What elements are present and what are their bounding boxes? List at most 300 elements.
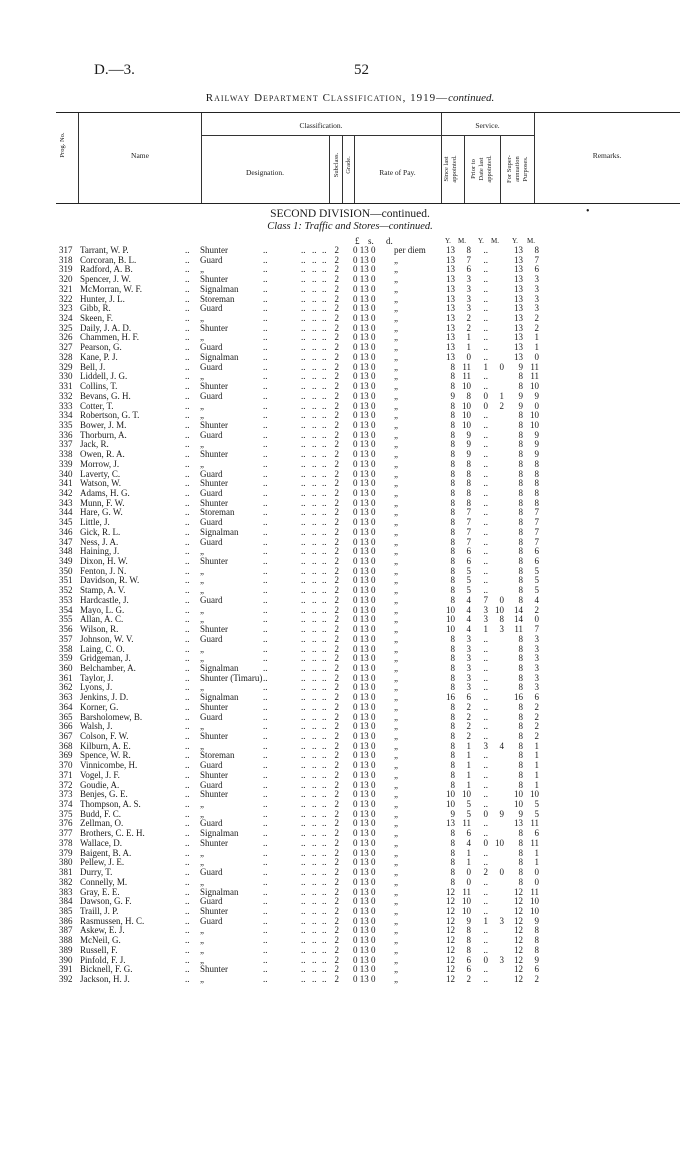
designation-cell: Signalman xyxy=(200,828,239,839)
leader-dots: .. xyxy=(322,915,327,926)
leader-dots: .. xyxy=(185,594,190,605)
months-unit: M. xyxy=(458,237,466,245)
leader-dots: .. xyxy=(312,828,317,839)
rate-cell: 0 13 0 xyxy=(353,546,376,557)
leader-dots: .. xyxy=(312,526,317,537)
super-years-cell: 8 xyxy=(518,711,523,722)
prog-no-cell: 329 xyxy=(59,361,73,372)
leader-dots: .. xyxy=(185,419,190,430)
super-years-cell: 8 xyxy=(518,672,523,683)
super-months-cell: 9 xyxy=(534,449,539,460)
super-years-cell: 8 xyxy=(518,740,523,751)
since-years-cell: 8 xyxy=(450,488,455,498)
prog-no-cell: 371 xyxy=(59,769,73,780)
prog-no-cell: 388 xyxy=(59,935,73,946)
leader-dots: .. xyxy=(322,789,327,800)
leader-dots: .. xyxy=(185,303,190,314)
leader-dots: .. xyxy=(185,565,190,576)
super-months-cell: 8 xyxy=(534,468,539,479)
leader-dots: .. xyxy=(185,857,190,868)
prior-years-cell: 0 xyxy=(483,808,488,819)
leader-dots: .. xyxy=(185,458,190,469)
prior-years-cell: .. xyxy=(483,799,488,810)
designation-cell: „ xyxy=(200,974,204,984)
prior-years-cell: .. xyxy=(483,439,488,450)
super-years-cell: 8 xyxy=(518,721,523,732)
super-months-cell: 5 xyxy=(534,585,539,596)
leader-dots: .. xyxy=(301,381,306,392)
subclass-cell: 2 xyxy=(334,779,339,790)
prog-no-cell: 358 xyxy=(59,643,73,654)
name-cell: Tarrant, W. P. xyxy=(80,245,129,255)
rate-cell: 0 13 0 xyxy=(353,808,376,819)
leader-dots: .. xyxy=(301,818,306,829)
leader-dots: .. xyxy=(301,254,306,265)
leader-dots: .. xyxy=(312,565,317,576)
prog-no-cell: 339 xyxy=(59,458,73,469)
super-months-cell: 3 xyxy=(534,283,539,294)
super-years-cell: 13 xyxy=(514,283,523,294)
leader-dots: .. xyxy=(312,808,317,819)
leader-dots: .. xyxy=(312,351,317,362)
name-cell: Pearson, G. xyxy=(80,342,122,353)
subclass-cell: 2 xyxy=(334,837,339,848)
leader-dots: .. xyxy=(312,497,317,508)
leader-dots: .. xyxy=(322,731,327,741)
leader-dots: .. xyxy=(312,313,317,324)
since-years-cell: 8 xyxy=(450,410,455,421)
leader-dots: .. xyxy=(322,692,327,703)
super-months-cell: 2 xyxy=(534,701,539,712)
since-years-cell: 8 xyxy=(450,662,455,673)
leader-dots: .. xyxy=(322,799,327,810)
rate-cell: 0 13 0 xyxy=(353,536,376,547)
classification-header: Classification. xyxy=(299,121,343,130)
since-years-cell: 8 xyxy=(450,711,455,722)
leader-dots: .. xyxy=(312,769,317,780)
rate-unit-cell: „ xyxy=(394,964,398,975)
prior-years-cell: .. xyxy=(483,556,488,567)
leader-dots: .. xyxy=(263,371,268,382)
leader-dots: .. xyxy=(263,565,268,576)
super-months-cell: 2 xyxy=(534,322,539,333)
name-cell: Jackson, H. J. xyxy=(80,974,130,984)
super-months-cell: 8 xyxy=(534,925,539,936)
leader-dots: .. xyxy=(322,721,327,732)
super-months-cell: 8 xyxy=(534,245,539,255)
rate-unit-cell: „ xyxy=(394,692,398,703)
subclass-cell: 2 xyxy=(334,905,339,916)
leader-dots: .. xyxy=(185,371,190,382)
leader-dots: .. xyxy=(263,633,268,644)
rate-unit-cell: „ xyxy=(394,857,398,868)
rate-unit-cell: „ xyxy=(394,701,398,712)
super-years-cell: 8 xyxy=(518,653,523,664)
rate-unit-cell: „ xyxy=(394,303,398,314)
leader-dots: .. xyxy=(322,643,327,654)
prog-no-cell: 386 xyxy=(59,915,73,926)
rate-cell: 0 13 0 xyxy=(353,342,376,353)
rate-cell: 0 13 0 xyxy=(353,682,376,693)
leader-dots: .. xyxy=(312,507,317,518)
leader-dots: .. xyxy=(312,954,317,965)
leader-dots: .. xyxy=(301,478,306,489)
prior-years-cell: .. xyxy=(483,662,488,673)
leader-dots: .. xyxy=(185,818,190,829)
service-header: Service. xyxy=(475,121,500,130)
leader-dots: .. xyxy=(301,944,306,955)
name-cell: Watson, W. xyxy=(80,478,122,489)
prior-years-cell: .. xyxy=(483,381,488,392)
since-months-cell: 10 xyxy=(462,381,471,392)
since-years-cell: 8 xyxy=(450,653,455,664)
name-cell: Goudie, A. xyxy=(80,779,120,790)
since-years-cell: 8 xyxy=(450,594,455,605)
subclass-cell: 2 xyxy=(334,254,339,265)
leader-dots: .. xyxy=(322,371,327,382)
subclass-cell: 2 xyxy=(334,313,339,324)
leader-dots: .. xyxy=(263,488,268,498)
rate-unit-cell: „ xyxy=(394,507,398,518)
designation-cell: Guard xyxy=(200,867,223,878)
prior-years-cell: .. xyxy=(483,925,488,936)
rate-cell: 0 13 0 xyxy=(353,478,376,489)
since-years-cell: 13 xyxy=(446,818,455,829)
super-years-cell: 8 xyxy=(518,867,523,878)
title-main: Railway Department Classification, 1919— xyxy=(205,92,449,104)
leader-dots: .. xyxy=(263,857,268,868)
since-years-cell: 8 xyxy=(450,565,455,576)
leader-dots: .. xyxy=(301,303,306,314)
since-years-cell: 8 xyxy=(450,400,455,411)
designation-cell: Shunter xyxy=(200,497,228,508)
rate-cell: 0 13 0 xyxy=(353,410,376,421)
super-years-cell: 13 xyxy=(514,332,523,343)
name-cell: McNeil, G. xyxy=(80,935,121,946)
super-months-cell: 1 xyxy=(534,779,539,790)
since-months-cell: 2 xyxy=(466,313,471,324)
prog-no-cell: 350 xyxy=(59,565,73,576)
leader-dots: .. xyxy=(301,750,306,761)
prior-years-cell: .. xyxy=(483,575,488,586)
leader-dots: .. xyxy=(263,789,268,800)
since-years-cell: 10 xyxy=(446,799,455,810)
subclass-cell: 2 xyxy=(334,944,339,955)
leader-dots: .. xyxy=(301,886,306,897)
leader-dots: .. xyxy=(301,390,306,401)
rate-cell: 0 13 0 xyxy=(353,711,376,722)
rate-cell: 0 13 0 xyxy=(353,556,376,567)
rate-unit-cell: „ xyxy=(394,643,398,654)
subclass-cell: 2 xyxy=(334,867,339,878)
designation-cell: „ xyxy=(200,313,204,324)
prog-no-cell: 338 xyxy=(59,449,73,460)
leader-dots: .. xyxy=(263,274,268,285)
since-years-cell: 8 xyxy=(450,876,455,887)
leader-dots: .. xyxy=(301,643,306,654)
designation-cell: Guard xyxy=(200,361,223,372)
prior-years-cell: .. xyxy=(483,672,488,683)
since-months-cell: 9 xyxy=(466,449,471,460)
leader-dots: .. xyxy=(322,886,327,897)
rate-unit-cell: „ xyxy=(394,867,398,878)
leader-dots: .. xyxy=(312,662,317,673)
designation-cell: Guard xyxy=(200,254,223,265)
rate-unit-cell: „ xyxy=(394,915,398,926)
designation-cell: „ xyxy=(200,332,204,343)
leader-dots: .. xyxy=(263,750,268,761)
rate-cell: 0 13 0 xyxy=(353,760,376,771)
leader-dots: .. xyxy=(263,468,268,479)
super-years-cell: 12 xyxy=(514,954,523,965)
leader-dots: .. xyxy=(263,313,268,324)
prior-years-cell: 3 xyxy=(483,604,488,615)
prior-years-cell: 1 xyxy=(483,915,488,926)
prog-no-header: Prog. No. xyxy=(59,132,66,158)
leader-dots: .. xyxy=(263,837,268,848)
leader-dots: .. xyxy=(263,944,268,955)
prior-years-cell: 1 xyxy=(483,361,488,372)
leader-dots: .. xyxy=(263,585,268,596)
rate-cell: 0 13 0 xyxy=(353,750,376,761)
leader-dots: .. xyxy=(322,390,327,401)
designation-cell: Shunter (Timaru) xyxy=(200,672,263,683)
subclass-cell: 2 xyxy=(334,449,339,460)
designation-cell: Shunter xyxy=(200,245,228,255)
leader-dots: .. xyxy=(185,633,190,644)
subclass-cell: 2 xyxy=(334,410,339,421)
leader-dots: .. xyxy=(185,944,190,955)
leader-dots: .. xyxy=(185,526,190,537)
rate-unit-cell: „ xyxy=(394,254,398,265)
leader-dots: .. xyxy=(301,439,306,450)
prior-years-cell: .. xyxy=(483,701,488,712)
leader-dots: .. xyxy=(301,828,306,839)
leader-dots: .. xyxy=(312,449,317,460)
leader-dots: .. xyxy=(185,351,190,362)
since-years-cell: 8 xyxy=(450,847,455,858)
leader-dots: .. xyxy=(263,410,268,421)
super-years-cell: 8 xyxy=(518,594,523,605)
leader-dots: .. xyxy=(312,672,317,683)
name-cell: Johnson, W. V. xyxy=(80,633,134,644)
super-years-cell: 12 xyxy=(514,944,523,955)
leader-dots: .. xyxy=(322,488,327,498)
leader-dots: .. xyxy=(312,799,317,810)
years-unit: Y. xyxy=(512,237,518,245)
designation-cell: „ xyxy=(200,371,204,382)
subclass-cell: 2 xyxy=(334,925,339,936)
subclass-cell: 2 xyxy=(334,954,339,965)
super-months-cell: 0 xyxy=(534,400,539,411)
since-months-cell: 8 xyxy=(466,488,471,498)
rate-cell: 0 13 0 xyxy=(353,526,376,537)
table-row xyxy=(0,353,700,363)
prior-months-cell: 3 xyxy=(499,624,504,635)
super-years-cell: 13 xyxy=(514,303,523,314)
leader-dots: .. xyxy=(185,313,190,324)
rate-unit-cell: „ xyxy=(394,682,398,693)
leader-dots: .. xyxy=(185,808,190,819)
prog-no-cell: 349 xyxy=(59,556,73,567)
super-months-cell: 2 xyxy=(534,604,539,615)
since-months-cell: 9 xyxy=(466,439,471,450)
leader-dots: .. xyxy=(301,371,306,382)
leader-dots: .. xyxy=(312,692,317,703)
rate-of-pay-header: Rate of Pay. xyxy=(379,168,416,177)
subclass-cell: 2 xyxy=(334,760,339,771)
superannuation-header: For Super- annuation Purposes. xyxy=(506,155,529,183)
leader-dots: .. xyxy=(322,351,327,362)
leader-dots: .. xyxy=(263,556,268,567)
name-cell: Barsholomew, B. xyxy=(80,711,143,722)
leader-dots: .. xyxy=(263,808,268,819)
super-months-cell: 7 xyxy=(534,254,539,265)
leader-dots: .. xyxy=(312,293,317,304)
since-months-cell: 10 xyxy=(462,789,471,800)
since-years-cell: 13 xyxy=(446,254,455,265)
super-years-cell: 8 xyxy=(518,429,523,440)
since-years-cell: 13 xyxy=(446,293,455,304)
prior-years-cell: .. xyxy=(483,643,488,654)
rate-cell: 0 13 0 xyxy=(353,974,376,984)
since-years-cell: 12 xyxy=(446,954,455,965)
leader-dots: .. xyxy=(301,526,306,537)
rate-unit-cell: „ xyxy=(394,779,398,790)
leader-dots: .. xyxy=(301,429,306,440)
name-cell: Hare, G. W. xyxy=(80,507,123,518)
name-cell: Gridgeman, J. xyxy=(80,653,131,664)
leader-dots: .. xyxy=(263,828,268,839)
since-months-cell: 3 xyxy=(466,653,471,664)
designation-cell: Guard xyxy=(200,818,223,829)
super-months-cell: 3 xyxy=(534,682,539,693)
super-months-cell: 3 xyxy=(534,633,539,644)
leader-dots: .. xyxy=(185,478,190,489)
leader-dots: .. xyxy=(322,400,327,411)
prior-years-cell: .. xyxy=(483,488,488,498)
name-cell: Bower, J. M. xyxy=(80,419,127,430)
since-months-cell: 10 xyxy=(462,410,471,421)
subclass-cell: 2 xyxy=(334,478,339,489)
designation-cell: Shunter xyxy=(200,419,228,430)
rate-unit-cell: „ xyxy=(394,935,398,946)
name-cell: Munn, F. W. xyxy=(80,497,125,508)
rate-cell: 0 13 0 xyxy=(353,721,376,732)
super-years-cell: 8 xyxy=(518,682,523,693)
leader-dots: .. xyxy=(301,585,306,596)
name-cell: Budd, F. C. xyxy=(80,808,122,819)
leader-dots: .. xyxy=(263,478,268,489)
rate-unit-cell: „ xyxy=(394,449,398,460)
name-cell: Durry, T. xyxy=(80,867,113,878)
subclass-cell: 2 xyxy=(334,264,339,275)
name-cell: Pellew, J. E. xyxy=(80,857,125,868)
subclass-cell: 2 xyxy=(334,750,339,761)
leader-dots: .. xyxy=(301,769,306,780)
leader-dots: .. xyxy=(312,322,317,333)
rate-cell: 0 13 0 xyxy=(353,624,376,635)
rate-cell: 0 13 0 xyxy=(353,662,376,673)
leader-dots: .. xyxy=(301,876,306,887)
leader-dots: .. xyxy=(263,293,268,304)
prog-no-cell: 360 xyxy=(59,662,73,673)
rate-cell: 0 13 0 xyxy=(353,429,376,440)
rate-cell: 0 13 0 xyxy=(353,594,376,605)
super-years-cell: 8 xyxy=(518,526,523,537)
since-months-cell: 7 xyxy=(466,536,471,547)
designation-cell: Signalman xyxy=(200,692,239,703)
designation-cell: „ xyxy=(200,264,204,275)
leader-dots: .. xyxy=(301,575,306,586)
leader-dots: .. xyxy=(263,283,268,294)
prog-no-cell: 383 xyxy=(59,886,73,897)
since-months-cell: 10 xyxy=(462,896,471,907)
since-months-cell: 3 xyxy=(466,682,471,693)
rate-cell: 0 13 0 xyxy=(353,488,376,498)
leader-dots: .. xyxy=(263,974,268,984)
rate-unit-cell: „ xyxy=(394,750,398,761)
leader-dots: .. xyxy=(263,643,268,654)
rate-unit-cell: „ xyxy=(394,760,398,771)
leader-dots: .. xyxy=(301,556,306,567)
leader-dots: .. xyxy=(301,342,306,353)
leader-dots: .. xyxy=(263,867,268,878)
since-months-cell: 5 xyxy=(466,565,471,576)
leader-dots: .. xyxy=(301,624,306,635)
name-cell: Robertson, G. T. xyxy=(80,410,140,421)
since-months-cell: 8 xyxy=(466,458,471,469)
leader-dots: .. xyxy=(322,604,327,615)
prog-no-cell: 356 xyxy=(59,624,73,635)
leader-dots: .. xyxy=(301,546,306,557)
rate-cell: 0 13 0 xyxy=(353,313,376,324)
super-years-cell: 8 xyxy=(518,381,523,392)
designation-cell: „ xyxy=(200,575,204,586)
since-months-cell: 8 xyxy=(466,390,471,401)
super-months-cell: 1 xyxy=(534,750,539,761)
designation-cell: „ xyxy=(200,876,204,887)
prog-no-cell: 375 xyxy=(59,808,73,819)
prior-months-cell: 1 xyxy=(499,390,504,401)
since-months-cell: 5 xyxy=(466,799,471,810)
subclass-cell: 2 xyxy=(334,828,339,839)
leader-dots: .. xyxy=(322,332,327,343)
prog-no-cell: 343 xyxy=(59,497,73,508)
rate-unit-cell: „ xyxy=(394,468,398,479)
name-cell: Wilson, R. xyxy=(80,624,119,635)
rate-unit-cell: „ xyxy=(394,546,398,557)
leader-dots: .. xyxy=(322,740,327,751)
subclass-cell: 2 xyxy=(334,507,339,518)
since-years-cell: 12 xyxy=(446,974,455,984)
leader-dots: .. xyxy=(301,633,306,644)
super-years-cell: 13 xyxy=(514,342,523,353)
prior-years-cell: 2 xyxy=(483,867,488,878)
subclass-cell: 2 xyxy=(334,896,339,907)
leader-dots: .. xyxy=(312,439,317,450)
since-months-cell: 3 xyxy=(466,303,471,314)
prior-months-cell: 3 xyxy=(499,954,504,965)
name-cell: Thorburn, A. xyxy=(80,429,127,440)
leader-dots: .. xyxy=(185,711,190,722)
designation-header: Designation. xyxy=(245,168,285,177)
prior-years-cell: .. xyxy=(483,944,488,955)
super-years-cell: 8 xyxy=(518,536,523,547)
name-cell: Hunter, J. L. xyxy=(80,293,125,304)
name-cell: Ness, J. A. xyxy=(80,536,119,547)
leader-dots: .. xyxy=(263,458,268,469)
